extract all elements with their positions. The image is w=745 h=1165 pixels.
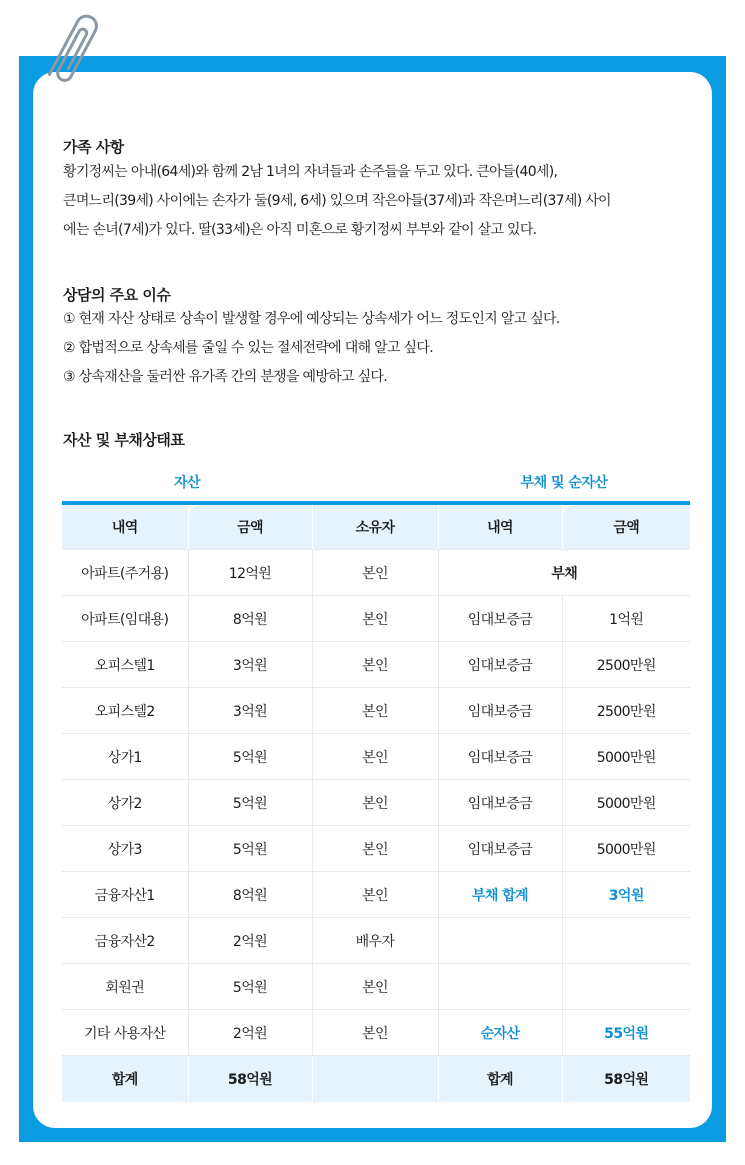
cell: 본인 — [312, 1010, 438, 1056]
total-cell: 합계 — [62, 1056, 188, 1103]
cell: 2억원 — [188, 918, 312, 964]
cell: 금융자산2 — [62, 918, 188, 964]
total-cell — [312, 1056, 438, 1103]
table-row — [62, 642, 690, 688]
issues-list — [63, 305, 693, 392]
family-line: 황기정씨는 아내(64세)와 함께 2남 1녀의 자녀들과 손주들을 두고 있다. 큰아들(40세), — [63, 164, 558, 180]
cell: 5억원 — [188, 780, 312, 826]
table-row — [62, 918, 690, 964]
cell: 본인 — [312, 826, 438, 872]
cell: 3억원 — [188, 688, 312, 734]
group-label-liabilities: 부채 및 순자산 — [520, 475, 608, 491]
table-total-row — [62, 1056, 690, 1103]
content-card — [33, 72, 712, 1128]
cell: 본인 — [312, 642, 438, 688]
cell: 임대보증금 — [438, 688, 562, 734]
cell: 본인 — [312, 688, 438, 734]
cell: 본인 — [312, 550, 438, 596]
table-title: 자산 및 부채상태표 — [63, 431, 185, 449]
family-line: 큰며느리(39세) 사이에는 손자가 둘(9세, 6세) 있으며 작은아들(37세)과 작은며느리(37세) 사이 — [63, 193, 611, 209]
cell: 3억원 — [188, 642, 312, 688]
table-row — [62, 780, 690, 826]
cell: 본인 — [312, 964, 438, 1010]
table-header-row — [62, 505, 690, 550]
cell — [562, 918, 690, 964]
cell: 8억원 — [188, 872, 312, 918]
table-row — [62, 964, 690, 1010]
cell: 5억원 — [188, 734, 312, 780]
cell: 기타 사용자산 — [62, 1010, 188, 1056]
total-cell: 58억원 — [562, 1056, 690, 1103]
cell: 금융자산1 — [62, 872, 188, 918]
cell: 5억원 — [188, 964, 312, 1010]
cell: 상가1 — [62, 734, 188, 780]
net-assets-value: 55억원 — [562, 1010, 690, 1056]
cell: 오피스텔2 — [62, 688, 188, 734]
cell: 8억원 — [188, 596, 312, 642]
issue-item: ② 합법적으로 상속세를 줄일 수 있는 절세전략에 대해 알고 싶다. — [63, 340, 433, 356]
liabilities-subheader: 부채 — [438, 550, 690, 596]
cell: 2500만원 — [562, 642, 690, 688]
cell: 임대보증금 — [438, 780, 562, 826]
issue-item: ③ 상속재산을 둘러싼 유가족 간의 분쟁을 예방하고 싶다. — [63, 369, 387, 385]
cell: 본인 — [312, 872, 438, 918]
cell: 임대보증금 — [438, 734, 562, 780]
table-row — [62, 550, 690, 596]
cell — [438, 964, 562, 1010]
paperclip-icon — [40, 4, 104, 94]
cell: 5000만원 — [562, 826, 690, 872]
table-row — [62, 1010, 690, 1056]
cell — [438, 918, 562, 964]
table-row — [62, 826, 690, 872]
group-label-assets: 자산 — [173, 475, 201, 491]
cell: 12억원 — [188, 550, 312, 596]
table-row — [62, 596, 690, 642]
cell: 임대보증금 — [438, 826, 562, 872]
cell: 5000만원 — [562, 734, 690, 780]
cell: 상가3 — [62, 826, 188, 872]
cell: 본인 — [312, 734, 438, 780]
cell: 상가2 — [62, 780, 188, 826]
cell: 2500만원 — [562, 688, 690, 734]
issue-item: ① 현재 자산 상태로 상속이 발생할 경우에 예상되는 상속세가 어느 정도인지 알고 싶다. — [63, 311, 560, 327]
cell: 5000만원 — [562, 780, 690, 826]
issues-title: 상담의 주요 이슈 — [63, 286, 171, 304]
cell: 아파트(주거용) — [62, 550, 188, 596]
family-line: 에는 손녀(7세)가 있다. 딸(33세)은 아직 미혼으로 황기정씨 부부와 같이 살고 있다. — [63, 222, 537, 238]
header-cell: 내역 — [62, 505, 188, 550]
table-row — [62, 734, 690, 780]
header-cell: 금액 — [188, 505, 312, 550]
header-cell: 내역 — [438, 505, 562, 550]
table-row — [62, 688, 690, 734]
cell — [562, 964, 690, 1010]
liabilities-total-label: 부채 합계 — [438, 872, 562, 918]
header-cell: 금액 — [562, 505, 690, 550]
cell: 아파트(임대용) — [62, 596, 188, 642]
cell: 본인 — [312, 780, 438, 826]
asset-liability-table — [62, 505, 690, 1102]
cell: 오피스텔1 — [62, 642, 188, 688]
total-cell: 58억원 — [188, 1056, 312, 1103]
cell: 5억원 — [188, 826, 312, 872]
cell: 회원권 — [62, 964, 188, 1010]
blue-frame — [19, 56, 726, 1142]
table-row — [62, 872, 690, 918]
cell: 임대보증금 — [438, 642, 562, 688]
liabilities-total-value: 3억원 — [562, 872, 690, 918]
cell: 배우자 — [312, 918, 438, 964]
cell: 2억원 — [188, 1010, 312, 1056]
cell: 1억원 — [562, 596, 690, 642]
family-paragraph — [63, 158, 693, 245]
net-assets-label: 순자산 — [438, 1010, 562, 1056]
header-cell: 소유자 — [312, 505, 438, 550]
cell: 본인 — [312, 596, 438, 642]
total-cell: 합계 — [438, 1056, 562, 1103]
family-title: 가족 사항 — [63, 138, 124, 156]
cell: 임대보증금 — [438, 596, 562, 642]
